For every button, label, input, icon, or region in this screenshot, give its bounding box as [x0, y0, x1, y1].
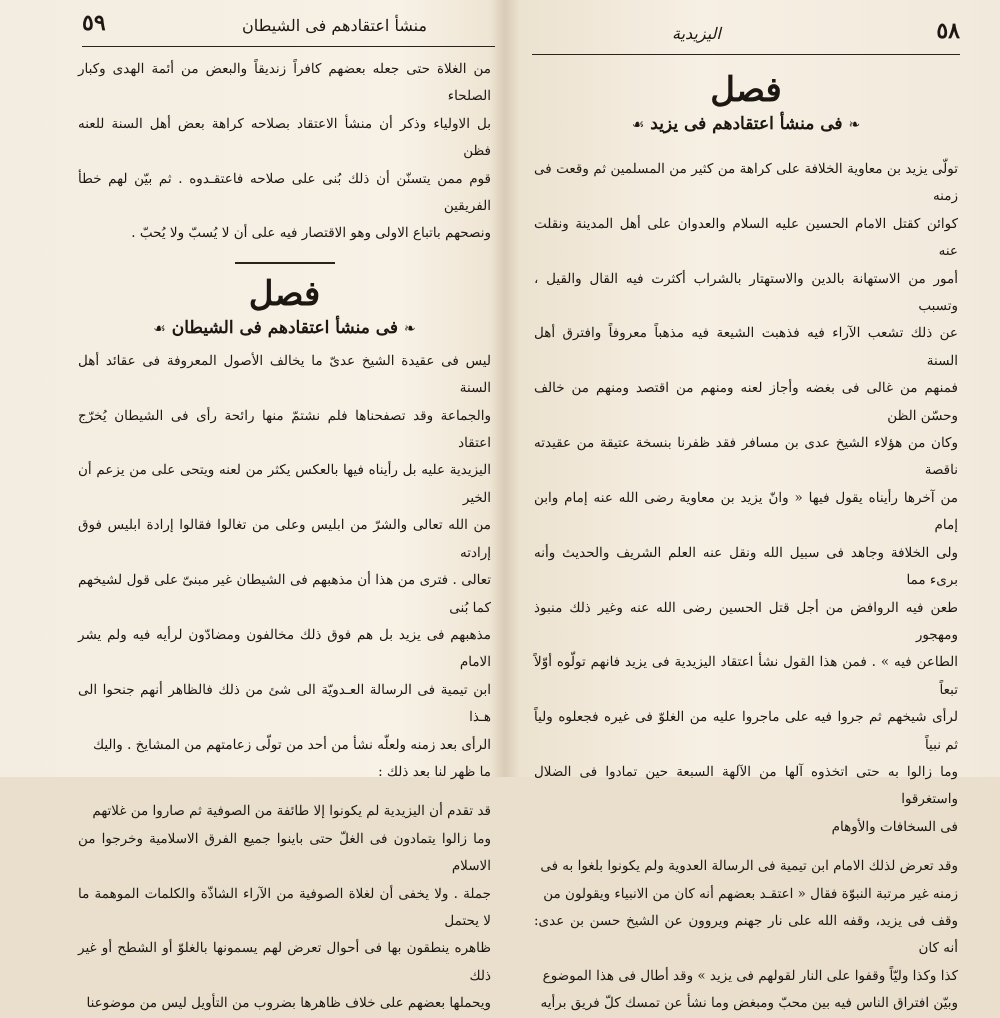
text-line: بل الاولياء وذكر أن منشأ الاعتقاد بصلاحه كراهة بعض أهل السنة للعنه فظن — [78, 115, 491, 160]
section-subheading — [534, 114, 958, 134]
section-heading: فصل — [710, 70, 782, 110]
text-line: من الغلاة حتى جعله بعضهم كافراً زنديقاً والبعض من أئمة الهدى وكبار الصلحاء — [78, 61, 491, 105]
paragraph — [534, 156, 958, 841]
text-line: فمنهم من غالى فى بغضه وأجاز لعنه ومنهم من اقتصد ومنهم من خالف وحسّن الظن — [534, 380, 958, 424]
page-body — [534, 68, 958, 1018]
paragraph-continued — [78, 56, 491, 248]
text-line: وما زالوا يتمادون فى الغلّ حتى باينوا جميع الفرق الاسلامية وخرجوا من الاسلام — [78, 830, 491, 875]
text-line: ظاهره ينطقون بها فى أحوال تعرض لهم يسمونها بالغلوّ أو الشطح أو غير ذلك — [78, 940, 491, 984]
text-line: قد تقدم أن اليزيدية لم يكونوا إلا طائفة من الصوفية ثم صاروا من غلاتهم — [92, 803, 491, 820]
running-title: منشأ اعتقادهم فى الشيطان — [242, 16, 427, 35]
ornament-icon: ☙ — [153, 320, 166, 337]
text-line: الرأى بعد زمنه ولعلّه نشأ من أحد من تولّى زعامتهم من المشايخ . واليك — [92, 736, 491, 753]
right-page — [512, 0, 1000, 1012]
text-line: مذهبهم فى يزيد بل هم فوق ذلك مخالفون ومضادّون لرأيه فيه ولم يشر الامام — [78, 626, 491, 671]
text-line: الطاعن فيه » . فمن هذا القول نشأ اعتقاد اليزيدية فى يزيد فانهم تولّوه أوّلاً تبعاً — [534, 654, 958, 698]
page-number: ٥٩ — [82, 10, 106, 36]
text-line: ليس فى عقيدة الشيخ عدىّ ما يخالف الأصول المعروفة فى عقائد أهل السنة — [78, 352, 491, 397]
header-rule — [82, 46, 495, 47]
text-line: وبيّن افتراق الناس فيه بين محبّ ومبغض وما نشأ عن تمسك كلّ فريق برأيه — [540, 995, 958, 1012]
page-header — [82, 10, 497, 46]
text-line: ونصحهم باتباع الاولى وهو الاقتصار فيه على أن لا يُسبّ ولا يُحبّ . — [131, 225, 491, 242]
text-line: زمنه غير مرتبة النبوّة فقال « اعتقـد بعضهم أنه كان من الانبياء ويقولون من — [543, 885, 958, 902]
paragraph — [78, 348, 491, 787]
text-line: وما زالوا به حتى اتخذوه آلها من الآلهة السبعة حين تمادوا فى الضلال واستغرقوا — [534, 763, 958, 808]
header-rule — [532, 54, 960, 55]
text-line: وقف فى يزيد، وقفه الله على نار جهنم ويروون عن الشيخ حسن بن عدى: أنه كان — [534, 912, 958, 957]
subheading-text: فى منشأ اعتقادهم فى الشيطان — [171, 317, 399, 338]
text-line: فى السخافات والأوهام — [831, 818, 958, 835]
paragraph — [78, 798, 491, 1017]
text-line: تعالى . فترى من هذا أن مذهبهم فى الشيطان غير مبنىّ على قول لشيخهم كما بُنى — [78, 572, 491, 616]
section-heading: فصل — [248, 273, 321, 314]
text-line: قوم ممن يتسنّن أن ذلك بُنى على صلاحه فاعتقـدوه . ثم بيّن لهم خطأ الفريقين — [78, 170, 491, 215]
text-line: ويحملها بعضهم على خلاف ظاهرها بضروب من التأويل ليس من موضوعنا — [86, 995, 491, 1012]
running-title: اليزيدية — [672, 24, 721, 43]
page-header — [532, 18, 960, 54]
text-line: تولّى يزيد بن معاوية الخلافة على كراهة من كثير من المسلمين ثم وقعت فى زمنه — [534, 161, 958, 205]
text-line: أمور من الاستهانة بالدين والاستهتار بالشراب أكثرت فيه القال والقيل ، وتسبب — [534, 270, 958, 315]
page-body — [78, 56, 491, 1018]
text-line: وقد تعرض لذلك الامام ابن تيمية فى الرسالة العدوية ولم يكونوا بلغوا به فى — [540, 858, 958, 875]
text-line: من الله تعالى والشرّ من ابليس وعلى من تغالوا فقالوا إرادة ابليس فوق إرادته — [78, 517, 491, 561]
ornament-icon: ❧ — [848, 117, 861, 133]
text-line: ما ظهر لنا بعد ذلك : — [378, 763, 491, 780]
text-line: طعن فيه الروافض من أجل قتل الحسين رضى الله عنه وغير ذلك منبوذ ومهجور — [534, 599, 958, 643]
ornament-icon: ☙ — [631, 117, 645, 133]
text-line: كذا وكذا وليّاً وقفوا على النار لقولهم فى يزيد » وقد أطال فى هذا الموضوع — [542, 967, 958, 984]
text-line: والجماعة وقد تصفحناها فلم نشتمّ منها رائحة رأى فى الشيطان يُخرّج اعتقاد — [78, 407, 491, 452]
subheading-text: فى منشأ اعتقادهم فى يزيد — [650, 114, 843, 134]
paragraph — [534, 853, 958, 1017]
section-separator — [235, 262, 335, 264]
ornament-icon: ❧ — [404, 320, 416, 337]
page-number: ٥٨ — [936, 18, 960, 44]
text-line: وكان من هؤلاء الشيخ عدى بن مسافر فقد ظفرنا بنسخة عتيقة من عقيدته ناقصة — [534, 435, 958, 479]
text-line: جملة . ولا يخفى أن لغلاة الصوفية من الآراء الشاذّة والكلمات الموهمة ما لا يحتمل — [78, 885, 491, 929]
section-subheading — [78, 318, 491, 338]
text-line: من آخرها رأيناه يقول فيها « وانّ يزيد بن معاوية رضى الله عنه إمام وابن إمام — [534, 489, 958, 534]
text-line: كوائن كقتل الامام الحسين عليه السلام والعدوان على أهل المدينة ونقلت عنه — [534, 215, 958, 260]
text-line: ابن تيمية فى الرسالة العـدويّة الى شئ من ذلك فالظاهر أنهم جنحوا الى هـذا — [78, 681, 491, 726]
text-line: اليزيدية عليه بل رأيناه فيها بالعكس يكثر من لعنه ويتحى على من يزعم أن الخير — [78, 462, 491, 506]
text-line: ولى الخلافة وجاهد فى سبيل الله ونقل عنه العلم الشريف والحديث وأنه برىء مما — [534, 544, 958, 589]
text-line: لرأى شيخهم ثم جروا فيه على ماجروا عليه من الغلوّ فى غيره فجعلوه ولياً ثم نبياً — [534, 709, 958, 753]
text-line: عن ذلك تشعب الآراء فيه فذهبت الشيعة فيه مذهباً معروفاً وافترق أهل السنة — [534, 325, 958, 369]
